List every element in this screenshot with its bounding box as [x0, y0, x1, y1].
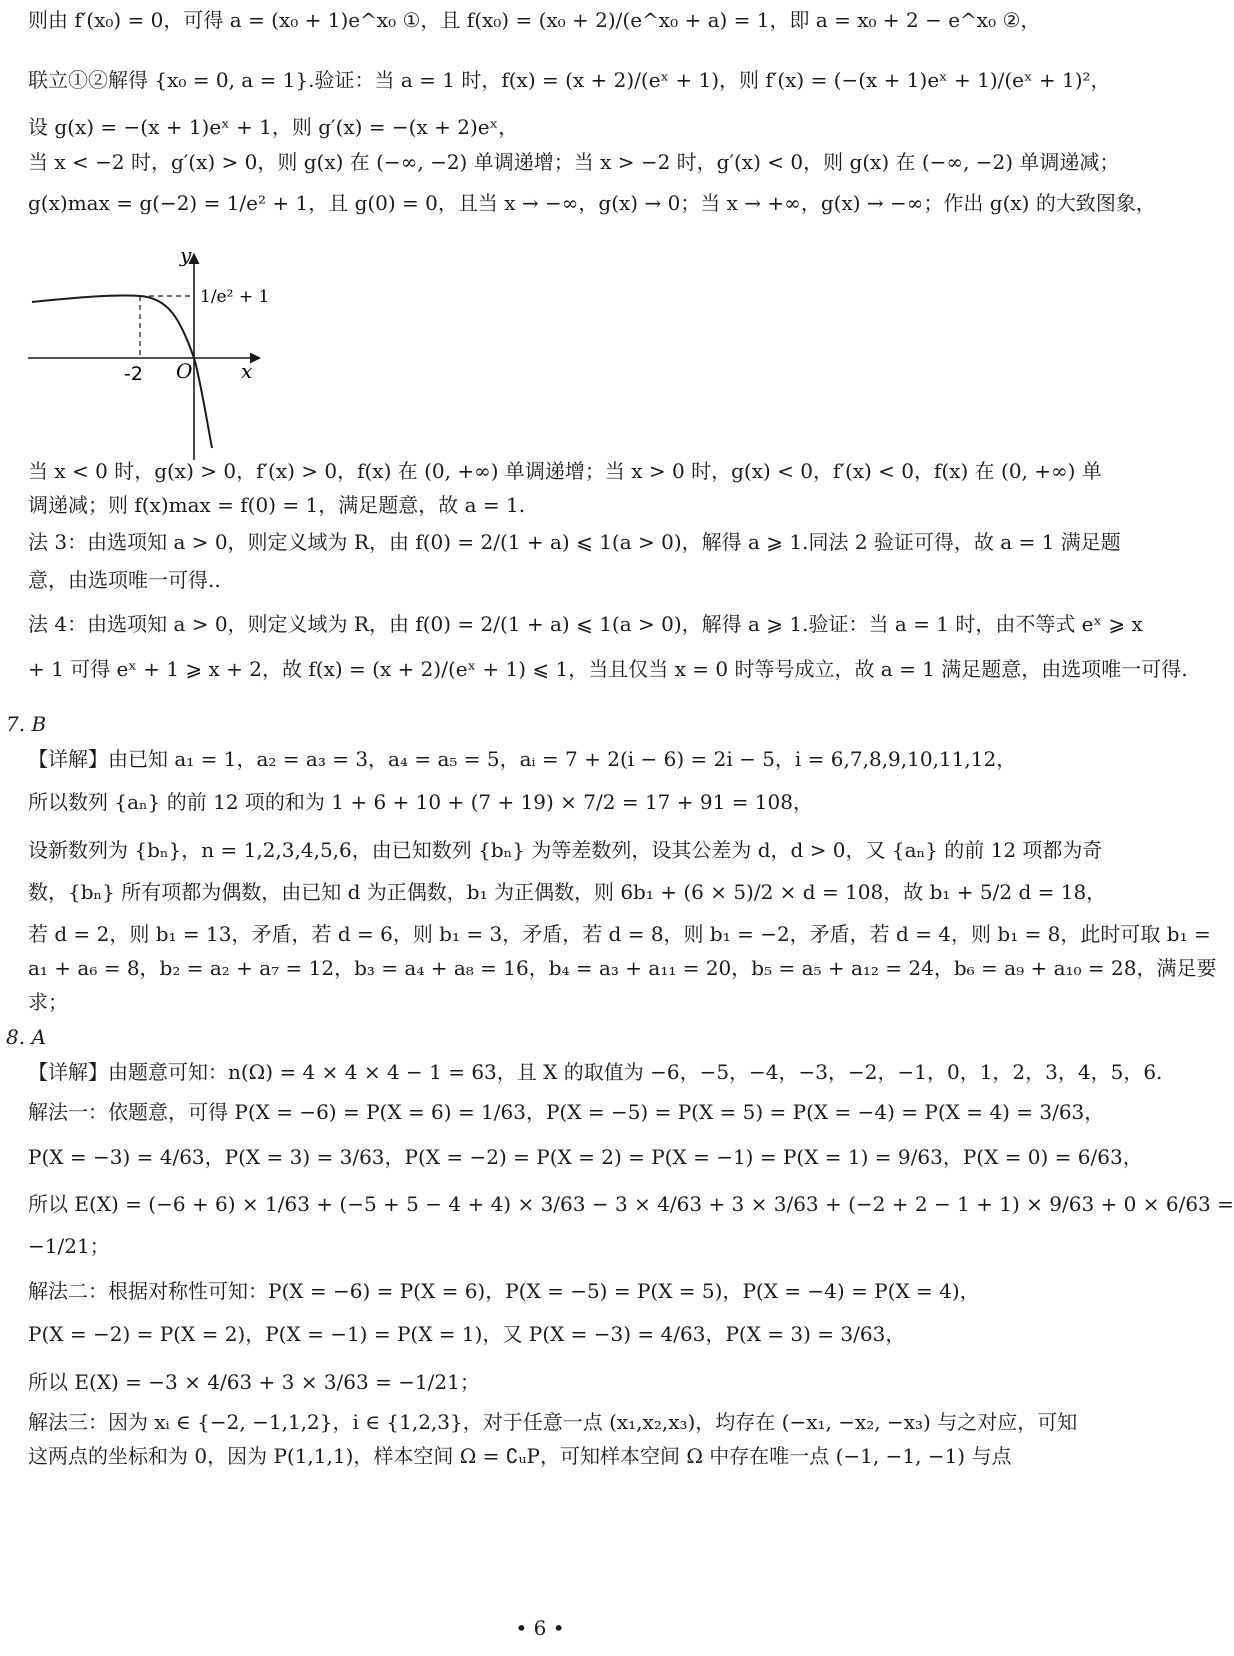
text-line: 解法三：因为 xᵢ ∈ {−2, −1,1,2}，i ∈ {1,2,3}，对于任意一点 (x₁,x₂,x₃)，均存在 (−x₁, −x₂, −x₃) 与之对应，可知: [28, 1410, 1078, 1434]
text-line: −1/21；: [28, 1234, 110, 1258]
text-line: 当 x < −2 时，g′(x) > 0，则 g(x) 在 (−∞, −2) 单调递增；当 x > −2 时，g′(x) < 0，则 g(x) 在 (−∞, −2) 单调递减；: [28, 150, 1120, 174]
text-line: 求；: [28, 990, 68, 1014]
origin-label: O: [176, 359, 193, 383]
text-line: 所以 E(X) = (−6 + 6) × 1/63 + (−5 + 5 − 4 + 4) × 3/63 − 3 × 4/63 + 3 × 3/63 + (−2 + 2 − 1 + 1) × 9/63 + 0 × 6/63 =: [28, 1192, 1234, 1216]
text-line: 所以数列 {aₙ} 的前 12 项的和为 1 + 6 + 10 + (7 + 19) × 7/2 = 17 + 91 = 108，: [28, 790, 813, 814]
text-line: 意，由选项唯一可得..: [28, 568, 221, 592]
x-axis-label: x: [241, 359, 253, 383]
question-number: 8. A: [6, 1025, 46, 1049]
text-line: P(X = −2) = P(X = 2)，P(X = −1) = P(X = 1)，又 P(X = −3) = 4/63，P(X = 3) = 3/63，: [28, 1322, 906, 1346]
text-line: 【详解】由已知 a₁ = 1，a₂ = a₃ = 3，a₄ = a₅ = 5，aᵢ = 7 + 2(i − 6) = 2i − 5，i = 6,7,8,9,10,11,12，: [28, 747, 1017, 771]
text-line: 这两点的坐标和为 0，因为 P(1,1,1)，样本空间 Ω = ∁ᵤP，可知样本空间 Ω 中存在唯一点 (−1, −1, −1) 与点: [28, 1444, 1012, 1468]
max-value-label: 1/e² + 1: [200, 287, 270, 307]
text-line: g(x)max = g(−2) = 1/e² + 1，且 g(0) = 0，且当 x → −∞，g(x) → 0；当 x → +∞，g(x) → −∞；作出 g(x) 的大致图象，: [28, 191, 1156, 215]
text-line: 解法一：依题意，可得 P(X = −6) = P(X = 6) = 1/63，P(X = −5) = P(X = 5) = P(X = −4) = P(X = 4) = 3/63，: [28, 1100, 1105, 1124]
text-line: 设 g(x) = −(x + 1)eˣ + 1，则 g′(x) = −(x + 2)eˣ，: [28, 115, 519, 139]
page-number: • 6 •: [515, 1616, 565, 1640]
text-line: 解法二：根据对称性可知：P(X = −6) = P(X = 6)，P(X = −5) = P(X = 5)，P(X = −4) = P(X = 4)，: [28, 1279, 980, 1303]
text-line: a₁ + a₆ = 8，b₂ = a₂ + a₇ = 12，b₃ = a₄ + a₈ = 16，b₄ = a₃ + a₁₁ = 20，b₅ = a₅ + a₁₂ = 24，b₆ = a₉ + a₁₀ = 28，满足要: [28, 956, 1217, 980]
x-tick-label: -2: [124, 363, 143, 385]
text-line: 【详解】由题意可知：n(Ω) = 4 × 4 × 4 − 1 = 63，且 X 的取值为 −6，−5，−4，−3，−2，−1，0，1，2，3，4，5，6.: [28, 1060, 1163, 1084]
text-line: 当 x < 0 时，g(x) > 0，f′(x) > 0，f(x) 在 (0, +∞) 单调递增；当 x > 0 时，g(x) < 0，f′(x) < 0，f(x) 在 (0, +∞) 单: [28, 459, 1102, 483]
text-line: 法 3：由选项知 a > 0，则定义域为 R，由 f(0) = 2/(1 + a) ⩽ 1(a > 0)，解得 a ⩾ 1.同法 2 验证可得，故 a = 1 满足题: [28, 530, 1121, 554]
text-line: 调递减；则 f(x)max = f(0) = 1，满足题意，故 a = 1.: [28, 493, 526, 517]
text-line: 若 d = 2，则 b₁ = 13，矛盾，若 d = 6，则 b₁ = 3，矛盾，若 d = 8，则 b₁ = −2，矛盾，若 d = 4，则 b₁ = 8，此时可取 b₁ =: [28, 922, 1211, 946]
text-line: 所以 E(X) = −3 × 4/63 + 3 × 3/63 = −1/21；: [28, 1370, 480, 1394]
text-line: 法 4：由选项知 a > 0，则定义域为 R，由 f(0) = 2/(1 + a) ⩽ 1(a > 0)，解得 a ⩾ 1.验证：当 a = 1 时，由不等式 eˣ ⩾ x: [28, 612, 1143, 636]
text-line: 设新数列为 {bₙ}，n = 1,2,3,4,5,6，由已知数列 {bₙ} 为等差数列，设其公差为 d，d > 0，又 {aₙ} 的前 12 项都为奇: [28, 838, 1103, 862]
y-axis-label: y: [180, 243, 192, 267]
text-line: 联立①②解得 {x₀ = 0, a = 1}.验证：当 a = 1 时，f(x) = (x + 2)/(eˣ + 1)，则 f′(x) = (−(x + 1)eˣ + 1)/(eˣ + 1)²，: [28, 68, 1111, 92]
text-line: P(X = −3) = 4/63，P(X = 3) = 3/63，P(X = −2) = P(X = 2) = P(X = −1) = P(X = 1) = 9/63，P(X = 0) = 6/63，: [28, 1145, 1143, 1169]
text-line: 则由 f′(x₀) = 0，可得 a = (x₀ + 1)e^x₀ ①，且 f(x₀) = (x₀ + 2)/(e^x₀ + a) = 1，即 a = x₀ + 2 − e^x₀ ②，: [28, 8, 1041, 32]
function-graph: [28, 243, 278, 466]
question-number: 7. B: [6, 712, 47, 736]
text-line: 数，{bₙ} 所有项都为偶数，由已知 d 为正偶数，b₁ 为正偶数，则 6b₁ + (6 × 5)/2 × d = 108，故 b₁ + 5/2 d = 18，: [28, 880, 1107, 904]
text-line: + 1 可得 eˣ + 1 ⩾ x + 2，故 f(x) = (x + 2)/(eˣ + 1) ⩽ 1，当且仅当 x = 0 时等号成立，故 a = 1 满足题意，由选项唯一可得.: [28, 657, 1188, 681]
